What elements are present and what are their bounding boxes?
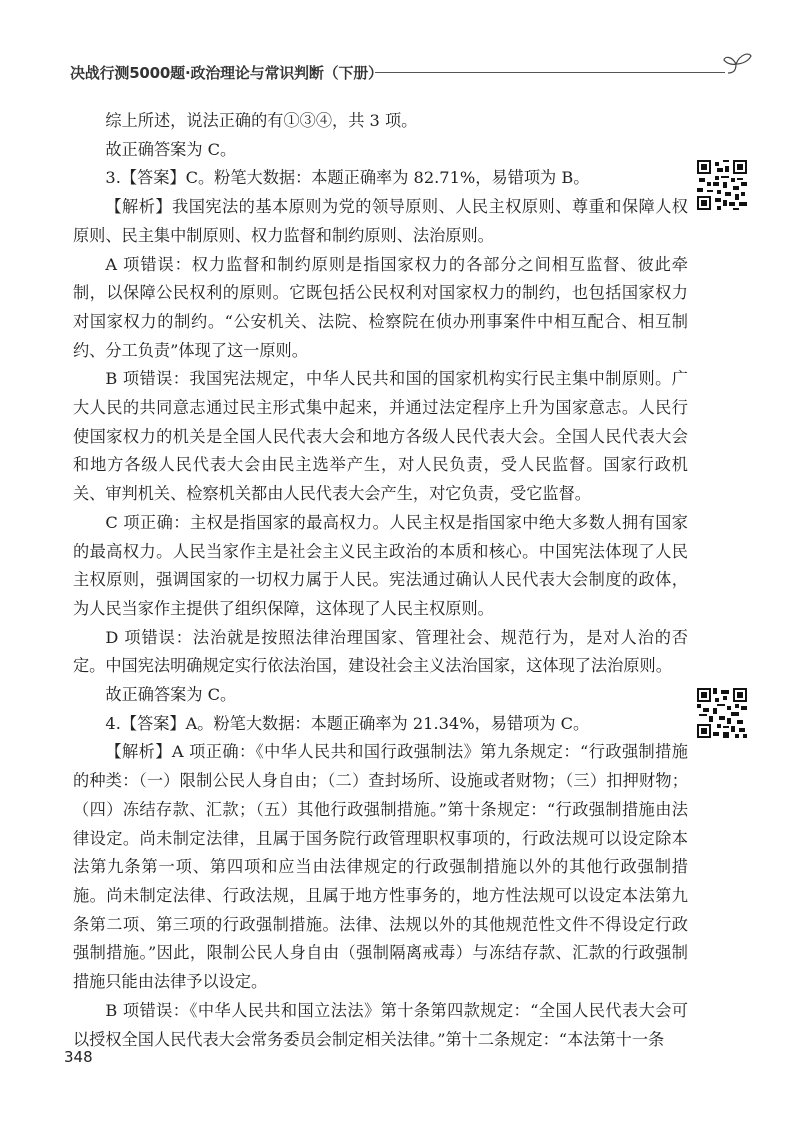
q3-option-b: B 项错误：我国宪法规定，中华人民共和国的国家机构实行民主集中制原则。广大人民的共同意志通过民主形式集中起来，并通过法定程序上升为国家意志。人民行使国家权力的机关是全国人民代表大会和地方各级人民代表大会。全国人民代表大会和地方各级人民代表大会由民主选举产生，对人民负责，受人民监督。国家行政机关、审判机关、检察机关都由人民代表大会产生，对它负责，受它监督。: [73, 369, 688, 504]
sprout-icon: [722, 48, 762, 82]
q4-answer: 4.【答案】A。粉笔大数据：本题正确率为 21.34%，易错项为 C。: [105, 713, 590, 733]
header-rule: [375, 72, 725, 73]
q4-option-b: B 项错误：《中华人民共和国立法法》第十条第四款规定：“全国人民代表大会可以授权全国人民代表大会常务委员会制定相关法律。”第十二条规定：“本法第十一条: [73, 1000, 688, 1049]
summary-line: 综上所述，说法正确的有①③④，共 3 项。: [105, 111, 418, 130]
book-title: 决战行测5000题·政治理论与常识判断（下册）: [70, 64, 383, 82]
answer-line: 故正确答案为 C。: [105, 139, 237, 159]
running-header: [70, 48, 760, 88]
q4-analysis: 【解析】A 项正确：《中华人民共和国行政强制法》第九条规定：“行政强制措施的种类：（一）限制公民人身自由；（二）查封场所、设施或者财物；（三）扣押财物；（四）冻结存款、汇款；（五）其他行政强制措施。”第十条规定：“行政强制措施由法律设定。尚未制定法律，且属于国务院行政管理职权事项的，行政法规可以设定除本法第九条第一项、第四项和应当由法律规定的行政强制措施以外的其他行政强制措施。尚未制定法律、行政法规，且属于地方性事务的，地方性法规可以设定本法第九条第二项、第三项的行政强制措施。法律、法规以外的其他规范性文件不得设定行政强制措施。”因此，限制公民人身自由（强制隔离戒毒）与冻结存款、汇款的行政强制措施只能由法律予以设定。: [73, 742, 688, 992]
q3-final-answer: 故正确答案为 C。: [105, 685, 237, 705]
qr-code-icon[interactable]: [697, 688, 747, 738]
qr-code-icon[interactable]: [697, 160, 747, 210]
q3-option-c: C 项正确：主权是指国家的最高权力。人民主权是指国家中绝大多数人拥有国家的最高权力。人民当家作主是社会主义民主政治的本质和核心。中国宪法体现了人民主权原则，强调国家的一切权力属于人民。宪法通过确认人民代表大会制度的政体，为人民当家作主提供了组织保障，这体现了人民主权原则。: [73, 512, 688, 618]
q3-option-d: D 项错误：法治就是按照法律治理国家、管理社会、规范行为，是对人治的否定。中国宪法明确规定实行依法治国，建设社会主义法治国家，这体现了法治原则。: [73, 627, 688, 676]
page-body: [73, 107, 688, 1054]
q3-option-a: A 项错误：权力监督和制约原则是指国家权力的各部分之间相互监督、彼此牵制，以保障公民权利的原则。它既包括公民权利对国家权力的制约，也包括国家权力对国家权力的制约。“公安机关、法院、检察院在侦办刑事案件中相互配合、相互制约、分工负责”体现了这一原则。: [73, 254, 688, 360]
q3-analysis: 【解析】我国宪法的基本原则为党的领导原则、人民主权原则、尊重和保障人权原则、民主集中制原则、权力监督和制约原则、法治原则。: [73, 197, 688, 245]
q3-answer: 3.【答案】C。粉笔大数据：本题正确率为 82.71%，易错项为 B。: [105, 168, 590, 188]
page-number: 348: [64, 1048, 93, 1066]
